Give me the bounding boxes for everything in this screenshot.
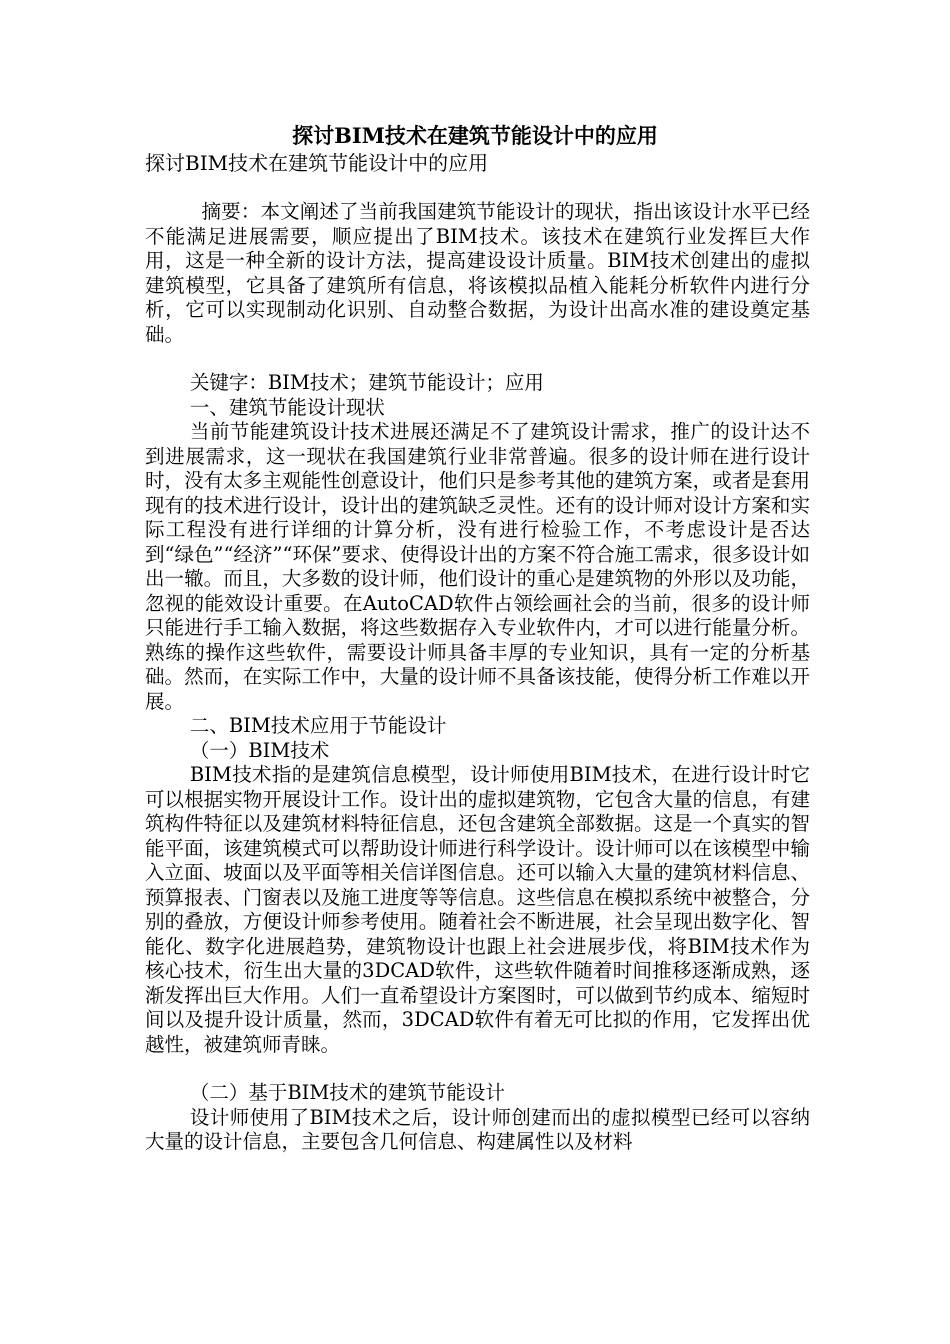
section-heading-1: 一、建筑节能设计现状 <box>189 395 385 419</box>
document-subtitle: 探讨BIM技术在建筑节能设计中的应用 <box>145 151 489 175</box>
document-title: 探讨BIM技术在建筑节能设计中的应用 <box>292 123 658 148</box>
subsection-2-paragraph: 设计师使用了BIM技术之后，设计师创建而出的虚拟模型已经可以容纳大量的设计信息，主要包含几何信息、构建属性以及材料 <box>145 1105 810 1153</box>
section-heading-2: 二、BIM技术应用于节能设计 <box>189 714 447 737</box>
spacer <box>145 1057 810 1081</box>
section-1-paragraph: 当前节能建筑设计技术进展还满足不了建筑设计需求，推广的设计达不到进展需求，这一现状在我国建筑行业非常普遍。很多的设计师在进行设计时，没有太多主观能性创意设计，他们只是参考其他的建筑方案，或者是套用现有的技术进行设计，设计出的建筑缺乏灵性。还有的设计师对设计方案和实际工程没有进行详细的计算分析，没有进行检验工作，不考虑设计是否达到“绿色”“经济”“环保”要求、使得设计出的方案不符合施工需求，很多设计如出一辙。而且，大多数的设计师，他们设计的重心是建筑物的外形以及功能，忽视的能效设计重要。在AutoCAD软件占领绘画社会的当前，很多的设计师只能进行手工输入数据，将这些数据存入专业软件内，才可以进行能量分析。熟练的操作这些软件，需要设计师具备丰厚的专业知识，具有一定的分析基础。然而，在实际工作中，大量的设计师不具备该技能，使得分析工作难以开展。 <box>145 420 810 713</box>
subsection-1-paragraph: BIM技术指的是建筑信息模型，设计师使用BIM技术，在进行设计时它可以根据实物开展设计工作。设计出的虚拟建筑物，它包含大量的信息，有建筑构件特征以及建筑材料特征信息，还包含建筑全部数据。这是一个真实的智能平面，该建筑模式可以帮助设计师进行科学设计。设计师可以在该模型中输入立面、坡面以及平面等相关信详图信息。还可以输入大量的建筑材料信息、预算报表、门窗表以及施工进度等等信息。这些信息在模拟系统中被整合，分别的叠放，方便设计师参考使用。随着社会不断进展，社会呈现出数字化、智能化、数字化进展趋势，建筑物设计也跟上社会进展步伐，将BIM技术作为核心技术，衍生出大量的3DCAD软件，这些软件随着时间推移逐渐成熟，逐渐发挥出巨大作用。人们一直希望设计方案图时，可以做到节约成本、缩短时间以及提升设计质量，然而，3DCAD软件有着无可比拟的作用，它发挥出优越性，被建筑师青睐。 <box>145 763 810 1056</box>
spacer <box>145 347 810 371</box>
subsection-heading-2: （二）基于BIM技术的建筑节能设计 <box>189 1081 505 1104</box>
subsection-heading-1: （一）BIM技术 <box>189 738 330 762</box>
document-body <box>145 200 810 1155</box>
abstract-paragraph: 摘要：本文阐述了当前我国建筑节能设计的现状，指出该设计水平已经不能满足进展需要，顺应提出了BIM技术。该技术在建筑行业发挥巨大作用，这是一种全新的设计方法，提高建设设计质量。BIM技术创建出的虚拟建筑模型，它具备了建筑所有信息，将该模拟品植入能耗分析软件内进行分析，它可以实现制动化识别、自动整合数据，为设计出高水准的建设奠定基础。 <box>145 200 810 346</box>
keywords-line: 关键字：BIM技术；建筑节能设计；应用 <box>189 371 544 394</box>
